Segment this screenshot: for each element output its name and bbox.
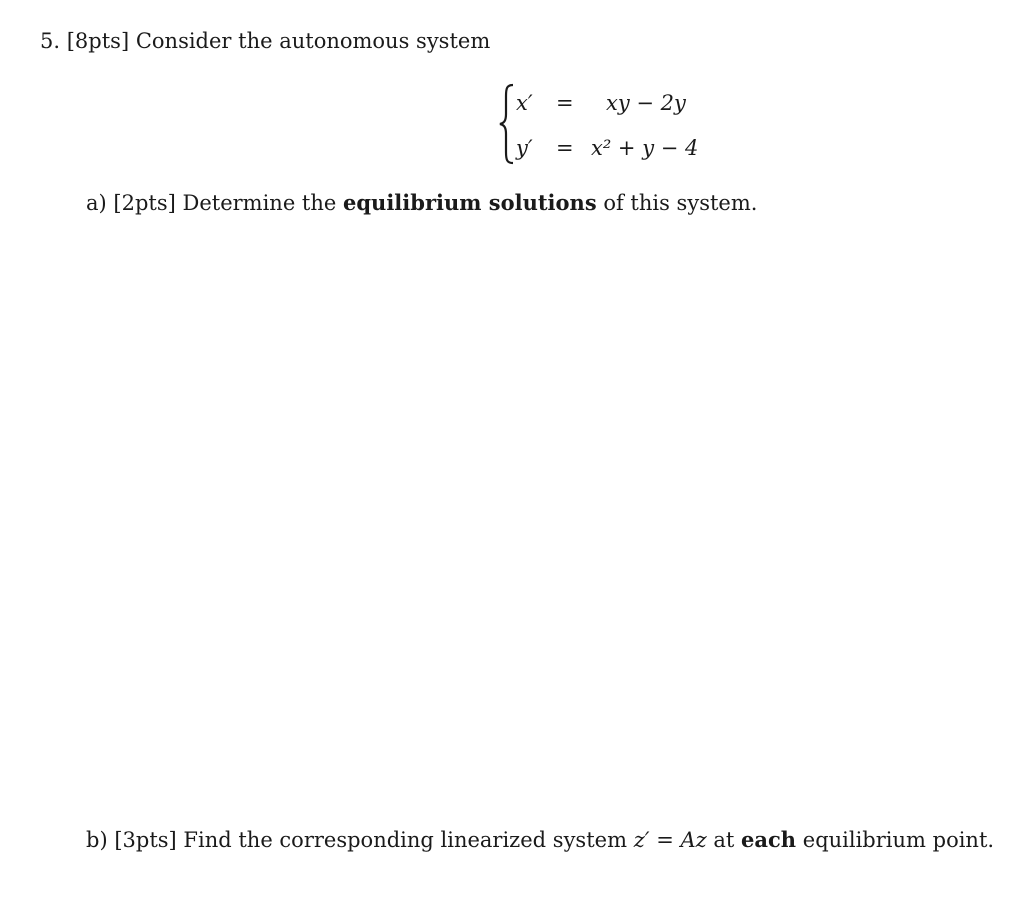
equation-system [498, 82, 718, 166]
part-b-text-after: equilibrium point. [802, 828, 995, 852]
part-b-text-mid: at [713, 828, 735, 852]
question-points: [8pts] [66, 29, 130, 53]
part-a-points: [2pts] [113, 191, 176, 215]
part-b-text-before: Find the corresponding linearized system [183, 828, 627, 852]
part-b-points: [3pts] [114, 828, 177, 852]
question-intro: Consider the autonomous system [135, 29, 491, 53]
equation-1-rhs: xy − 2y [606, 91, 686, 115]
equation-2-lhs: y′ [516, 136, 533, 160]
part-a-prompt [86, 190, 757, 216]
equation-2-rhs: x² + y − 4 [591, 136, 699, 160]
equation-2-equals: = [556, 136, 574, 160]
question-header [40, 28, 490, 54]
part-b-bold-text: each [741, 827, 797, 852]
part-a-bold-text: equilibrium solutions [343, 190, 597, 215]
equation-1-equals: = [556, 91, 574, 115]
left-brace-icon [498, 82, 516, 166]
part-b-math: z′ = Az [633, 828, 707, 852]
part-b-prompt [86, 827, 994, 853]
part-a-label: a) [86, 191, 107, 215]
part-a-text-after: of this system. [603, 191, 758, 215]
equation-1-lhs: x′ [516, 91, 533, 115]
question-number: 5. [40, 29, 61, 53]
part-b-label: b) [86, 828, 108, 852]
part-a-text-before: Determine the [182, 191, 337, 215]
